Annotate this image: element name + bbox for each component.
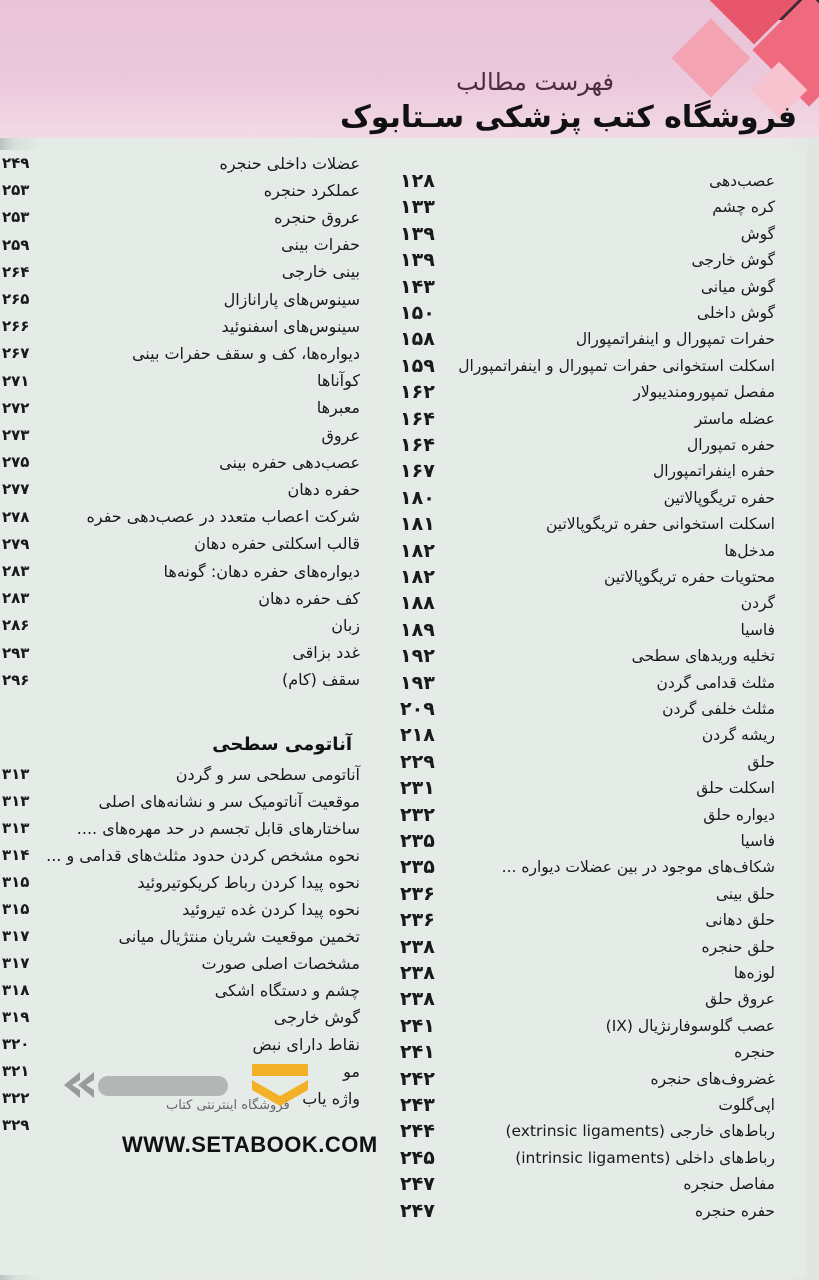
toc-entry-title: رباط‌های خارجی (extrinsic ligaments) [505,1122,775,1141]
toc-entry-title: گوش خارجی [691,251,775,270]
toc-entry [0,232,372,258]
watermark [62,1040,378,1170]
toc-entry [0,449,372,475]
toc-entry [380,775,805,801]
toc-entry-title: عروق حنجره [274,207,360,227]
toc-entry [380,1118,805,1144]
toc-entry-title: فاسیا [740,832,775,850]
toc-entry [0,259,372,285]
toc-entry-page: ۳۲۰ [2,1035,30,1053]
toc-entry [380,406,805,432]
toc-entry [380,326,805,352]
toc-entry-page: ۳۱۷ [2,927,30,945]
toc-entry [380,696,805,722]
toc-entry [0,476,372,502]
toc-entry-page: ۱۸۲ [400,539,435,562]
toc-entry [380,1039,805,1065]
toc-entry-title: دیواره‌های حفره دهان: گونه‌ها [163,561,360,581]
toc-entry-page: ۲۸۳ [2,562,30,580]
toc-entry [380,934,805,960]
toc-entry-page: ۱۸۰ [400,486,435,509]
toc-entry-page: ۲۵۳ [2,208,30,227]
toc-entry-title: دیواره‌ها، کف و سقف حفرات بینی [131,343,360,363]
toc-entry-title: گردن [740,594,775,613]
toc-entry-page: ۲۶۵ [2,290,30,308]
toc-entry [0,150,372,176]
toc-entry [380,458,805,484]
toc-entry [380,854,805,880]
toc-entry [0,788,372,814]
toc-entry [380,986,805,1012]
toc-entry-title: اسکلت استخوانی حفرات تمپورال و اینفراتمپورال [458,356,775,375]
toc-entry-page: ۳۱۴ [2,846,30,864]
toc-entry-title: غضروف‌های حنجره [650,1069,775,1088]
toc-entry-title: عضلات داخلی حنجره [219,153,360,173]
toc-entry-title: حلق دهانی [705,911,775,930]
toc-entry-title: کوآناها [317,371,360,391]
toc-entry [380,881,805,907]
toc-entry-title: شکاف‌های موجود در بین عضلات دیواره ... [501,858,775,877]
toc-entry-title: حفرات تمپورال و اینفراتمپورال [575,330,775,349]
toc-entry-page: ۲۵۳ [2,181,30,200]
toc-entry-page: ۲۷۳ [2,426,30,444]
toc-entry [380,353,805,379]
toc-entry-page: ۳۲۲ [2,1089,30,1107]
toc-entry-title: اسکلت حلق [696,779,775,798]
toc-entry-page: ۲۷۱ [2,371,30,390]
toc-entry-page: ۱۸۲ [400,566,435,588]
toc-title: فهرست مطالب [456,68,614,96]
toc-entry-title: قالب اسکلتی حفره دهان [194,534,360,554]
toc-entry-title: حفره دهان [287,479,360,499]
toc-entry-page: ۲۴۹ [2,154,30,172]
toc-entry-title: حفره اینفراتمپورال [652,462,775,481]
toc-entry-page: ۱۳۹ [400,249,435,272]
toc-entry-page: ۱۵۸ [400,328,435,351]
toc-entry [380,485,805,511]
toc-entry-title: نحوه پیدا کردن غده تیروئید [182,899,360,919]
toc-entry [0,667,372,693]
toc-entry-title: حلق حنجره [701,937,775,956]
toc-entry-page: ۱۹۲ [400,645,435,668]
toc-entry [0,842,372,868]
toc-entry-page: ۲۲۹ [400,750,435,773]
toc-entry-title: حفره تمپورال [686,436,775,454]
toc-entry-title: مشخصات اصلی صورت [201,953,360,973]
toc-entry [0,504,372,530]
toc-entry [380,960,805,986]
toc-entry-title: نحوه پیدا کردن رباط کریکوتیروئید [137,872,360,892]
toc-entry [0,640,372,666]
toc-entry-page: ۲۴۵ [400,1146,435,1169]
toc-entry-page: ۳۱۳ [2,765,30,783]
toc-entry-title: عضله ماستر [694,409,775,428]
toc-entry-page: ۲۷۲ [2,398,30,417]
toc-entry [0,950,372,976]
store-name: فروشگاه کتب پزشکی سـتابوک [340,100,797,135]
toc-entry-title: عصب‌دهی حفره بینی [219,452,360,472]
toc-entry-title: حفره تریگوپالاتین [663,488,775,507]
toc-entry [0,612,372,638]
toc-entry [0,896,372,922]
toc-entry-title: غدد بزاقی [292,643,360,663]
toc-entry-page: ۱۹۳ [400,671,435,694]
toc-entry-page: ۲۹۶ [2,670,30,689]
toc-entry-title: مفصل تمپورومندیبولار [633,383,775,402]
toc-entry [380,828,805,854]
toc-entry [380,300,805,326]
toc-entry-title: تخمین موقعیت شریان منتژیال میانی [118,926,360,946]
toc-entry-title: حلق بینی [715,884,775,903]
toc-entry-page: ۱۶۲ [400,381,435,404]
toc-entry [0,286,372,312]
toc-entry-title: بینی خارجی [281,262,360,282]
toc-entry [0,313,372,339]
toc-entry-page: ۲۳۶ [400,882,435,905]
watermark-subtitle: فروشگاه اینترنتی کتاب [166,1098,290,1113]
toc-entry-page: ۳۱۵ [2,900,30,918]
toc-entry-page: ۲۳۵ [400,856,435,879]
toc-entry-title: سینوس‌های اسفنوئید [221,316,360,336]
toc-entry-page: ۲۵۹ [2,235,30,254]
toc-entry [380,168,805,194]
toc-entry-page: ۳۲۹ [2,1116,30,1134]
toc-entry-page: ۱۵۰ [400,302,435,324]
toc-entry-page: ۲۶۶ [2,317,30,336]
toc-entry [380,194,805,220]
toc-entry [380,722,805,748]
toc-entry [380,907,805,933]
toc-entry-page: ۲۴۷ [400,1199,435,1222]
toc-entry [0,395,372,421]
toc-entry-title: لوزه‌ها [733,964,775,982]
toc-entry-page: ۱۶۴ [400,407,435,430]
watermark-url: WWW.SETABOOK.COM [122,1132,378,1157]
toc-entry-page: ۱۸۹ [400,618,435,641]
toc-entry [380,617,805,643]
section-heading: آناتومی سطحی [212,734,352,755]
toc-entry [380,1066,805,1092]
toc-entry [0,204,372,230]
toc-entry-title: مفاصل حنجره [683,1175,775,1194]
toc-entry [0,585,372,611]
toc-entry [380,1171,805,1197]
toc-entry [380,247,805,273]
toc-entry-page: ۱۸۱ [400,513,435,536]
toc-entry [380,802,805,828]
toc-entry [0,531,372,557]
toc-entry-page: ۲۳۸ [400,962,435,984]
toc-entry-title: سقف (کام) [281,670,360,690]
toc-entry-title: آناتومی سطحی سر و گردن [175,764,360,784]
toc-entry-page: ۳۱۹ [2,1008,30,1026]
toc-entry-page: ۱۶۴ [400,434,435,456]
toc-entry-title: کف حفره دهان [258,588,360,608]
toc-entry [0,869,372,895]
toc-entry [380,1145,805,1171]
toc-entry-title: شرکت اعصاب متعدد در عصب‌دهی حفره [86,507,360,527]
toc-entry-page: ۳۲۱ [2,1062,30,1080]
toc-entry-title: ساختارهای قابل تجسم در حد مهره‌های .... [76,818,360,838]
toc-entry-title: دیواره حلق [703,805,775,824]
toc-entry [0,177,372,203]
toc-entry-title: حفرات بینی [281,235,360,255]
toc-entry [380,1013,805,1039]
toc-entry [380,590,805,616]
toc-entry-page: ۲۶۴ [2,262,30,281]
toc-entry-title: حفره حنجره [695,1201,775,1220]
toc-entry [380,1198,805,1224]
toc-entry-title: مو [343,1061,360,1081]
toc-entry-page: ۲۸۶ [2,616,30,635]
toc-entry-title: گوش میانی [700,277,775,296]
toc-entry-title: فاسیا [740,620,775,639]
toc-entry-page: ۲۷۸ [2,507,30,526]
toc-entry-title: موقعیت آناتومیک سر و نشانه‌های اصلی [98,791,360,811]
toc-entry-title: عروق [321,425,360,445]
toc-entry-page: ۲۳۵ [400,830,435,852]
toc-entry [380,432,805,458]
toc-entry-page: ۱۵۹ [400,354,435,377]
decorative-diamond [671,18,750,97]
toc-entry-title: نقاط دارای نبض [252,1034,360,1054]
toc-entry-title: حنجره [734,1043,775,1062]
toc-entry-title: گوش خارجی [273,1007,360,1027]
toc-entry-title: گوش [740,224,775,243]
toc-entry-title: محتویات حفره تریگوپالاتین [604,568,775,586]
toc-entry-page: ۲۳۲ [400,803,435,826]
toc-entry-page: ۱۸۸ [400,592,435,615]
toc-entry-page: ۲۳۸ [400,935,435,958]
toc-entry-title: چشم و دستگاه اشکی [214,980,360,1000]
toc-entry-page: ۲۴۱ [400,1041,435,1064]
toc-entry-title: سینوس‌های پارانازال [223,289,360,309]
toc-entry [0,761,372,787]
toc-entry-page: ۲۴۴ [400,1120,435,1143]
toc-entry-title: عصب‌دهی [709,172,775,190]
toc-entry-title: عروق حلق [705,990,775,1009]
toc-entry-title: گوش داخلی [696,304,775,322]
toc-entry-page: ۳۱۷ [2,954,30,972]
toc-entry-title: حلق [747,752,775,771]
toc-entry [0,558,372,584]
toc-entry-page: ۲۴۱ [400,1014,435,1037]
toc-entry-page: ۲۰۹ [400,698,435,720]
toc-entry-page: ۱۳۳ [400,196,435,219]
toc-entry-page: ۱۲۸ [400,170,435,192]
toc-entry [380,564,805,590]
toc-entry-page: ۲۴۳ [400,1094,435,1116]
toc-entry-title: مثلث خلفی گردن [662,700,775,718]
toc-entry [0,923,372,949]
toc-entry-page: ۳۱۵ [2,873,30,891]
toc-entry-title: اسکلت استخوانی حفره تریگوپالاتین [545,515,775,534]
toc-entry-page: ۲۷۹ [2,534,30,553]
toc-entry [380,538,805,564]
toc-entry-page: ۲۱۸ [400,724,435,747]
toc-entry [380,221,805,247]
toc-entry-title: زبان [331,615,360,635]
toc-entry-page: ۲۸۳ [2,589,30,608]
toc-entry [380,274,805,300]
toc-entry [380,511,805,537]
toc-entry-title: تخلیه وریدهای سطحی [631,647,775,666]
toc-entry [0,340,372,366]
toc-entry-page: ۳۱۸ [2,981,30,999]
toc-entry-page: ۱۶۷ [400,460,435,483]
toc-entry-page: ۲۴۷ [400,1173,435,1196]
toc-entry [380,749,805,775]
toc-entry-page: ۳۱۳ [2,819,30,837]
toc-entry-title: کره چشم [712,198,775,217]
toc-entry-title: نحوه مشخص کردن حدود مثلث‌های قدامی و ... [46,845,360,865]
toc-entry [380,1092,805,1118]
toc-entry [380,643,805,669]
toc-entry-page: ۲۷۷ [2,480,30,499]
toc-entry [0,815,372,841]
toc-entry-title: عملکرد حنجره [263,180,360,200]
toc-entry [380,379,805,405]
toc-entry-title: اپی‌گلوت [718,1096,775,1114]
toc-entry [0,1004,372,1030]
toc-entry-page: ۱۳۹ [400,222,435,245]
toc-entry-page: ۲۹۳ [2,643,30,662]
toc-entry-title: رباط‌های داخلی (intrinsic ligaments) [515,1148,775,1167]
toc-entry-page: ۲۳۸ [400,988,435,1011]
toc-entry-title: مدخل‌ها [724,541,775,560]
page-header [0,0,819,138]
toc-entry-title: ریشه گردن [701,726,775,745]
toc-entry-page: ۲۴۲ [400,1067,435,1090]
toc-entry-page: ۲۷۵ [2,453,30,472]
toc-entry-page: ۱۴۳ [400,275,435,298]
toc-right-column [380,150,805,1275]
toc-entry [380,670,805,696]
toc-entry-title: عصب گلوسوفارنژیال (IX) [605,1016,775,1035]
toc-entry-title: واژه یاب [302,1088,360,1108]
toc-entry-title: معبرها [316,398,360,418]
toc-entry-title: مثلث قدامی گردن [656,673,775,692]
toc-entry-page: ۲۳۶ [400,909,435,932]
toc-entry-page: ۲۳۱ [400,777,435,800]
toc-entry [0,977,372,1003]
toc-entry-page: ۲۶۷ [2,344,30,363]
toc-entry [0,368,372,394]
toc-entry-page: ۳۱۳ [2,792,30,810]
toc-entry [0,422,372,448]
